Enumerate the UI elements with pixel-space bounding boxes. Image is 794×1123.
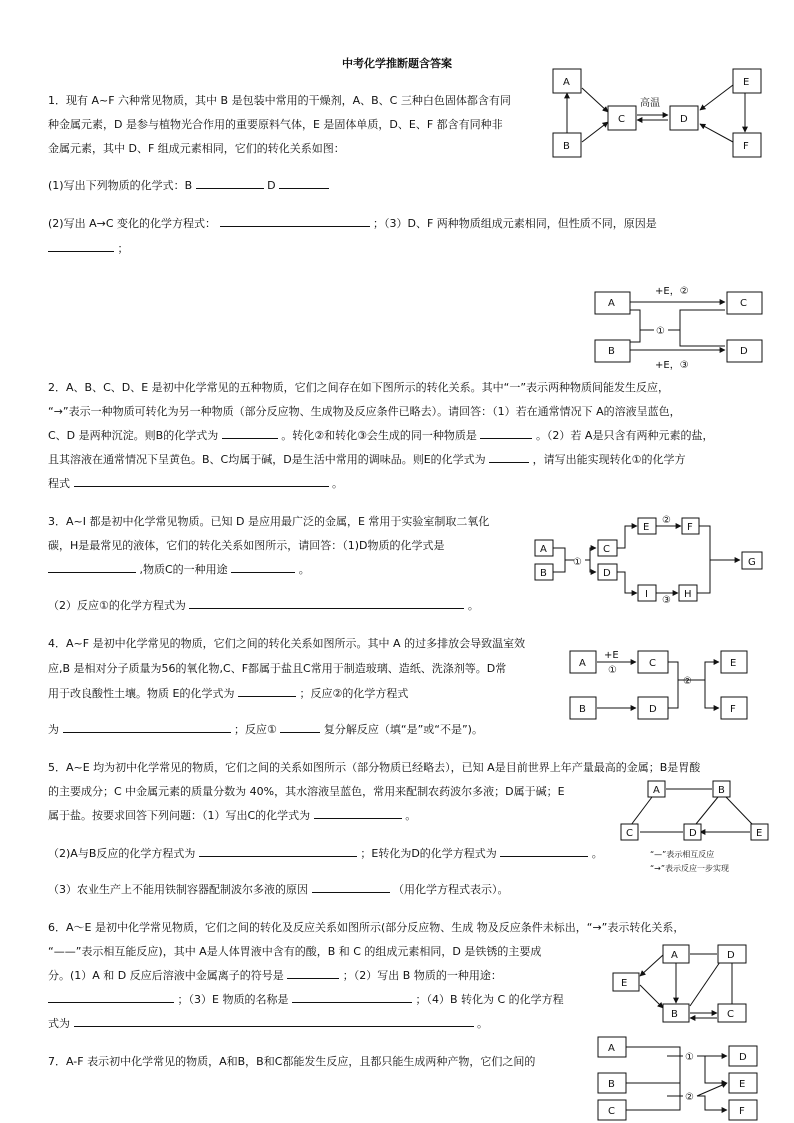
q1-line2: 种金属元素，D 是参与植物光合作用的重要原料气体，E 是固体单质，D、E、F 都含有同种非 [48, 118, 503, 131]
q2-label-top: +E，② [655, 286, 689, 297]
q5-label-b: B [718, 785, 725, 796]
q3-label-a: A [540, 544, 547, 555]
q7-label-e: E [739, 1079, 746, 1090]
q1-end: ； [117, 242, 129, 255]
q5-label-d: D [689, 828, 697, 839]
q3-reaction-2: ② [662, 515, 671, 526]
q1-part1-text: (1)写出下列物质的化学式：B [48, 179, 193, 192]
q2-line4-a: 且其溶液在通常情况下呈黄色。B、C均属于碱，D是生活中常用的调味品。则E的化学式为 [48, 453, 486, 466]
q3-line1: 3．A~I 都是初中化学常见物质。已知 D 是应用最广泛的金属，E 常用于实验室制取二氧化 [48, 515, 490, 528]
q3-reaction-3: ③ [662, 595, 671, 606]
q2-line1: 2．A、B、C、D、E 是初中化学常见的五种物质，它们之间存在如下图所示的转化关系。其中“一”表示两种物质间能发生反应， [48, 381, 670, 394]
q4-label-a: A [579, 658, 586, 669]
q3-label-i: I [645, 589, 648, 600]
q1-label-b: B [563, 141, 570, 152]
q7-label-d: D [739, 1052, 747, 1063]
q2-line3-a: C、D 是两种沉淀。则B的化学式为 [48, 429, 219, 442]
q4-label-d: D [649, 704, 657, 715]
q7-label-c: C [608, 1106, 615, 1117]
q6-line3-a: 分。(1）A 和 D 反应后溶液中金属离子的符号是 [48, 969, 284, 982]
q1-label-a: A [563, 77, 570, 88]
q4-reaction-1: ① [608, 665, 617, 676]
q7-label-b: B [608, 1079, 615, 1090]
q4-reaction-e: +E [604, 650, 619, 661]
q4-line3-b: ；反应②的化学方程式 [299, 687, 409, 700]
q6-line2: “——”表示相互能反应)，其中 A是人体胃液中含有的酸，B 和 C 的组成元素相同，D 是铁锈的主要成 [48, 945, 542, 958]
q7-reaction-1: ① [685, 1052, 694, 1063]
q4-line2: 应,B 是相对分子质量为56的氧化物,C、F都属于盐且C常用于制造玻璃、造纸、洗涤剂等。D常 [48, 662, 507, 675]
q3-label-h: H [684, 589, 692, 600]
q7-label-a: A [608, 1043, 615, 1054]
q3-line2-text: 碳，H是最常见的液体，它们的转化关系如图所示，请回答：（1)D物质的化学式是 [48, 539, 445, 552]
q5-diagram [621, 781, 768, 873]
q5-label-e: E [756, 828, 763, 839]
q2-line3-b: 。转化②和转化③会生成的同一种物质是 [281, 429, 477, 442]
q2-label-bottom: +E，③ [655, 360, 689, 371]
q5-line4-c: 。 [591, 847, 603, 860]
q7-diagram [598, 1037, 757, 1120]
q3-line3-c: 。 [298, 563, 310, 576]
q3-line4-b: 。 [467, 599, 479, 612]
q3-label-c: C [603, 544, 610, 555]
q2-label-d: D [740, 346, 748, 357]
q7-line1: 7．A-F 表示初中化学常见的物质，A和B，B和C都能发生反应，且都只能生成两种产物，它们之间的 [48, 1055, 536, 1068]
q1-label-d: D [680, 114, 688, 125]
q4-line4-a: 为 [48, 723, 59, 736]
q1-part2-text: (2)写出 A→C 变化的化学方程式： [48, 217, 216, 230]
q6-line1: 6．A～E 是初中化学常见物质，它们之间的转化及反应关系如图所示(部分反应物、生成 物及反应条件未标出，“→”表示转化关系， [48, 921, 685, 934]
q6-label-d: D [727, 950, 735, 961]
q5-legend-convert: “→”表示反应一步实现 [650, 864, 729, 873]
q1-part1-d: D [267, 179, 276, 192]
q5-line3-b: 。 [405, 809, 417, 822]
q6-line5-b: 。 [477, 1017, 488, 1030]
q2-label-a: A [608, 298, 615, 309]
q3-label-g: G [748, 557, 756, 568]
q4-label-f: F [730, 704, 736, 715]
q4-label-c: C [649, 658, 656, 669]
q4-line1: 4．A~F 是初中化学常见的物质，它们之间的转化关系如图所示。其中 A 的过多排放会导致温室效 [48, 637, 526, 650]
q1-label-c: C [618, 114, 625, 125]
q1-diagram [553, 69, 761, 157]
q5-line4-b: ；E转化为D的化学方程式为 [360, 847, 497, 860]
q4-line4-b: ；反应① [234, 723, 277, 736]
q6-label-e: E [621, 978, 628, 989]
q6-line4-a: ；（3）E 物质的名称是 [177, 993, 289, 1006]
q4-label-b: B [579, 704, 586, 715]
q5-legend-react: “—”表示相互反应 [650, 850, 715, 859]
q5-line4-a: （2)A与B反应的化学方程式为 [48, 847, 196, 860]
q1-condition: 高温 [640, 98, 660, 109]
q5-label-c: C [626, 828, 633, 839]
q7-label-f: F [739, 1106, 745, 1117]
q2-line4-b: ，请写出能实现转化①的化学方 [532, 453, 686, 466]
q5-line3-a: 属于盐。按要求回答下列问题：（1）写出C的化学式为 [48, 809, 311, 822]
q6-line3-b: ；（2）写出 B 物质的一种用途： [342, 969, 502, 982]
q2-line2: “→”表示一种物质可转化为另一种物质（部分反应物、生成物及反应条件已略去）。请回答：（1）若在通常情况下 A的溶液呈蓝色， [48, 405, 681, 418]
q6-label-c: C [727, 1009, 734, 1020]
q6-diagram [613, 945, 746, 1022]
q1-label-f: F [743, 141, 749, 152]
q1-line1: 1．现有 A~F 六种常见物质，其中 B 是包装中常用的干燥剂，A、B、C 三种白色固体都含有同 [48, 94, 511, 107]
q5-line2: 的主要成分；C 中金属元素的质量分数为 40%，其水溶液呈蓝色，常用来配制农药波尔多液；D属于碱；E [48, 785, 565, 798]
q2-label-mid: ① [656, 326, 665, 337]
q2-label-b: B [608, 346, 615, 357]
q3-label-e: E [643, 522, 650, 533]
q5-label-a: A [653, 785, 660, 796]
q2-line5-a: 程式 [48, 477, 70, 490]
q2-label-c: C [740, 298, 747, 309]
q1-line3: 金属元素，其中 D、F 组成元素相同，它们的转化关系如图： [48, 142, 345, 155]
q4-line3-a: 用于改良酸性土壤。物质 E的化学式为 [48, 687, 235, 700]
q3-reaction-1: ① [573, 557, 582, 568]
q3-line4-a: （2）反应①的化学方程式为 [48, 599, 186, 612]
q1-label-e: E [743, 77, 750, 88]
q4-line4-c: 复分解反应（填“是”或“不是”)。 [323, 723, 483, 736]
q5-line5-b: （用化学方程式表示）。 [393, 883, 509, 896]
q3-label-f: F [687, 522, 693, 533]
q3-label-d: D [603, 568, 611, 579]
q3-line3-b: ,物质C的一种用途 [139, 563, 228, 576]
q5-line1: 5．A~E 均为初中化学常见的物质，它们之间的关系如图所示（部分物质已经略去），已知 A是目前世界上年产量最高的金属；B是胃酸 [48, 761, 701, 774]
q1-part3-text: ；（3）D、F 两种物质组成元素相同，但性质不同，原因是 [373, 217, 657, 230]
q2-diagram [595, 286, 762, 371]
q2-line3-c: 。（2）若 A是只含有两种元素的盐， [535, 429, 714, 442]
q6-label-a: A [671, 950, 678, 961]
q3-label-b: B [540, 568, 547, 579]
q6-label-b: B [671, 1009, 678, 1020]
q4-diagram [570, 650, 747, 719]
q3-diagram [535, 515, 762, 606]
q4-reaction-2: ② [683, 676, 692, 687]
q5-line5-a: （3）农业生产上不能用铁制容器配制波尔多液的原因 [48, 883, 308, 896]
q4-label-e: E [730, 658, 737, 669]
q2-line5-b: 。 [332, 477, 343, 490]
q6-line4-b: ；（4）B 转化为 C 的化学方程 [415, 993, 564, 1006]
q6-line5-a: 式为 [48, 1017, 70, 1030]
page-title: 中考化学推断题含答案 [342, 57, 452, 70]
q7-reaction-2: ② [685, 1092, 694, 1103]
